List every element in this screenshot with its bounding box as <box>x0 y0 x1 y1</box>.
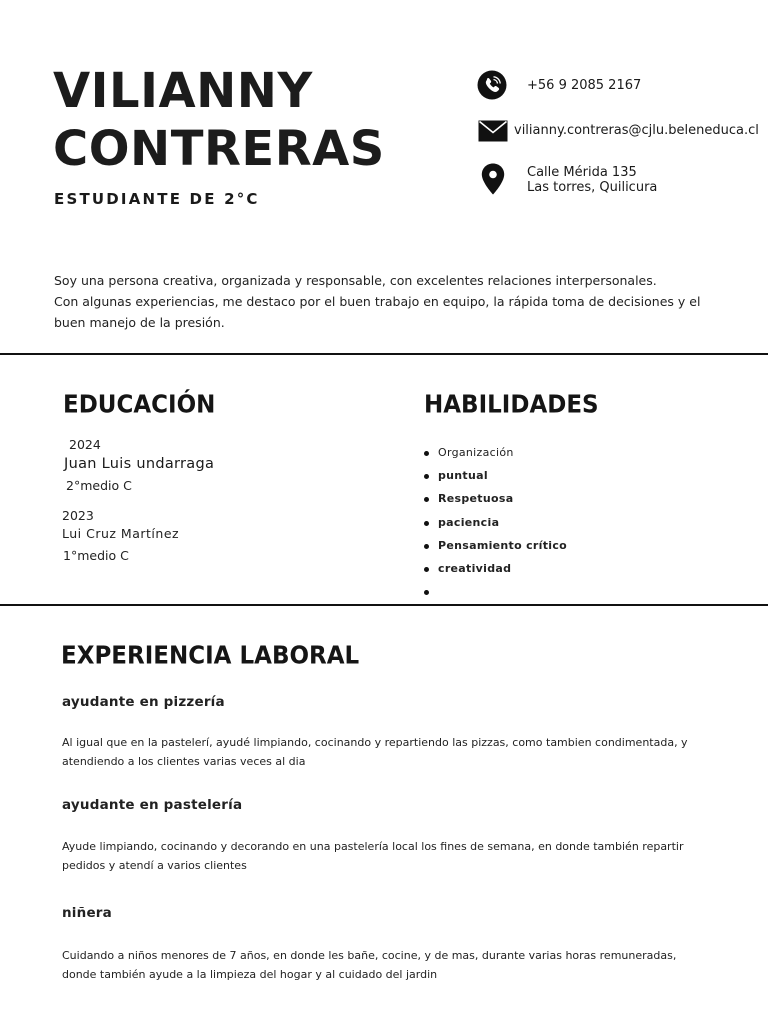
education-school-2: Lui Cruz Martínez <box>62 526 180 541</box>
bullet-icon <box>424 590 429 595</box>
bullet-icon <box>424 567 429 572</box>
skill-item <box>424 583 567 606</box>
bullet-icon <box>424 521 429 526</box>
job-title-1: ayudante en pizzería <box>62 694 225 710</box>
job-title-2: ayudante en pastelería <box>62 797 243 813</box>
name-first: VILIANNY <box>53 63 313 119</box>
education-year-1: 2024 <box>69 437 101 452</box>
bullet-icon <box>424 544 429 549</box>
education-title: EDUCACIÓN <box>63 391 216 420</box>
skill-item: Pensamiento crítico <box>424 537 567 560</box>
summary-line-1: Soy una persona creativa, organizada y responsable, con excelentes relaciones interpersonales. <box>54 273 657 288</box>
skill-item: Respetuosa <box>424 490 567 513</box>
full-name <box>53 62 385 178</box>
skill-item: creatividad <box>424 560 567 583</box>
education-grade-1: 2°medio C <box>66 478 132 493</box>
skills-list <box>424 444 567 606</box>
address-city: Las torres, Quilicura <box>527 180 658 195</box>
job-description-1: Al igual que en la pastelerí, ayudé limpiando, cocinando y repartiendo las pizzas, como tambien condimentada, y atendiendo a los clientes varias veces al dia <box>62 736 688 768</box>
skill-item: Organización <box>424 444 567 467</box>
job-description-3: Cuidando a niños menores de 7 años, en donde les bañe, cocine, y de mas, durante varias horas remuneradas, donde también ayude a la limpieza del hogar y al cuidado del jardin <box>62 949 677 981</box>
email-address[interactable]: vilianny.contreras@cjlu.beleneduca.cl <box>514 123 759 138</box>
phone-number[interactable]: +56 9 2085 2167 <box>527 78 642 93</box>
divider-top <box>0 353 768 355</box>
address-street: Calle Mérida 135 <box>527 165 637 180</box>
mail-icon <box>478 120 508 142</box>
job-description-2: Ayude limpiando, cocinando y decorando en una pastelería local los fines de semana, en donde también repartir pedidos y atendí a varios clientes <box>62 840 684 872</box>
phone-icon <box>477 70 507 100</box>
bullet-icon <box>424 474 429 479</box>
education-school-1: Juan Luis undarraga <box>64 456 215 472</box>
name-last: CONTRERAS <box>53 121 385 177</box>
experience-title: EXPERIENCIA LABORAL <box>61 642 360 671</box>
address <box>527 165 657 195</box>
profile-summary <box>54 270 724 333</box>
education-year-2: 2023 <box>62 508 94 523</box>
skill-item: paciencia <box>424 514 567 537</box>
education-grade-2: 1°medio C <box>63 548 129 563</box>
bullet-icon <box>424 497 429 502</box>
job-subtitle: ESTUDIANTE DE 2°C <box>54 190 260 208</box>
divider-bottom <box>0 604 768 606</box>
skills-title: HABILIDADES <box>424 391 599 420</box>
bullet-icon <box>424 451 429 456</box>
job-title-3: niñera <box>62 905 112 921</box>
location-pin-icon <box>481 163 505 195</box>
skill-item: puntual <box>424 467 567 490</box>
summary-line-2: Con algunas experiencias, me destaco por el buen trabajo en equipo, la rápida toma de decisiones y el buen manejo de la presión. <box>54 294 701 330</box>
